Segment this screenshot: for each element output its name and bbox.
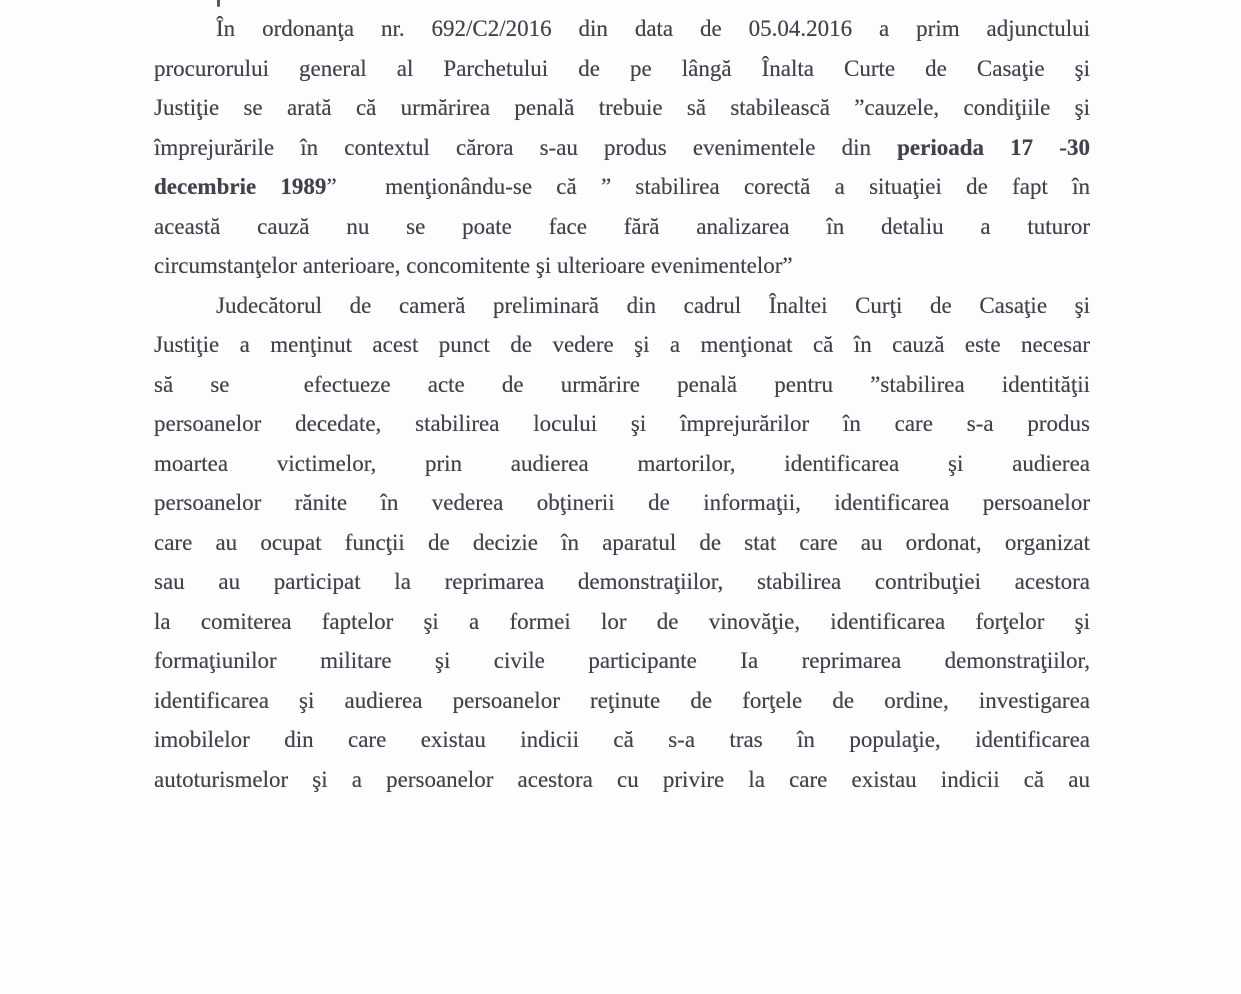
- text-line: sau au participat la reprimarea demonstraţiilor, stabilirea contribuţiei acestora: [154, 569, 1090, 594]
- text-line: În ordonanţa nr. 692/C2/2016 din data de 05.04.2016 a prim adjunctului: [216, 16, 1090, 41]
- text-line: imobilelor din care existau indicii că s-a tras în populaţie, identificarea: [154, 727, 1090, 752]
- bold-text-segment: perioada 17 -30: [897, 134, 1090, 160]
- document-page: [154, 9, 1090, 799]
- text-line: să se efectueze acte de urmărire penală pentru ”stabilirea identităţii: [154, 371, 1090, 397]
- text-line: Justiţie a menţinut acest punct de vedere şi a menţionat că în cauză este necesar: [154, 332, 1090, 357]
- text-line: moartea victimelor, prin audierea martorilor, identificarea şi audierea: [154, 450, 1090, 476]
- text-line: [154, 167, 1090, 207]
- text-segment: ” menţionându-se că ” stabilirea corectă a situaţiei de fapt în: [326, 174, 1090, 199]
- text-line: care au ocupat funcţii de decizie în aparatul de stat care au ordonat, organizat: [154, 529, 1090, 555]
- text-line: Justiţie se arată că urmărirea penală trebuie să stabilească ”cauzele, condiţiile şi: [154, 95, 1090, 120]
- paragraph-preliminary-chamber: [154, 286, 1090, 800]
- text-line: persoanelor rănite în vederea obţinerii de informaţii, identificarea persoanelor: [154, 490, 1090, 515]
- paragraph-ordinance: [154, 9, 1090, 286]
- text-line: autoturismelor şi a persoanelor acestora cu privire la care existau indicii că au: [154, 766, 1090, 792]
- text-line: circumstanţelor anterioare, concomitente şi ulterioare evenimentelor”: [154, 253, 793, 278]
- text-line: [154, 128, 1090, 168]
- text-segment: împrejurările în contextul cărora s-au produs evenimentele din: [154, 134, 898, 160]
- text-line: identificarea şi audierea persoanelor reţinute de forţele de ordine, investigarea: [154, 687, 1090, 713]
- text-line: această cauză nu se poate face fără analizarea în detaliu a tuturor: [154, 213, 1090, 239]
- bold-text-segment: decembrie 1989: [154, 174, 327, 199]
- text-line: Judecătorul de cameră preliminară din cadrul Înaltei Curţi de Casaţie şi: [216, 292, 1090, 318]
- text-line: la comiterea faptelor şi a formei lor de vinovăţie, identificarea forţelor şi: [154, 608, 1090, 634]
- scan-artifact: [217, 0, 220, 7]
- text-line: persoanelor decedate, stabilirea locului şi împrejurărilor în care s-a produs: [154, 411, 1090, 436]
- text-line: procurorului general al Parchetului de pe lângă Înalta Curte de Casaţie şi: [154, 55, 1090, 81]
- text-line: formaţiunilor militare şi civile participante Ia reprimarea demonstraţiilor,: [154, 648, 1090, 673]
